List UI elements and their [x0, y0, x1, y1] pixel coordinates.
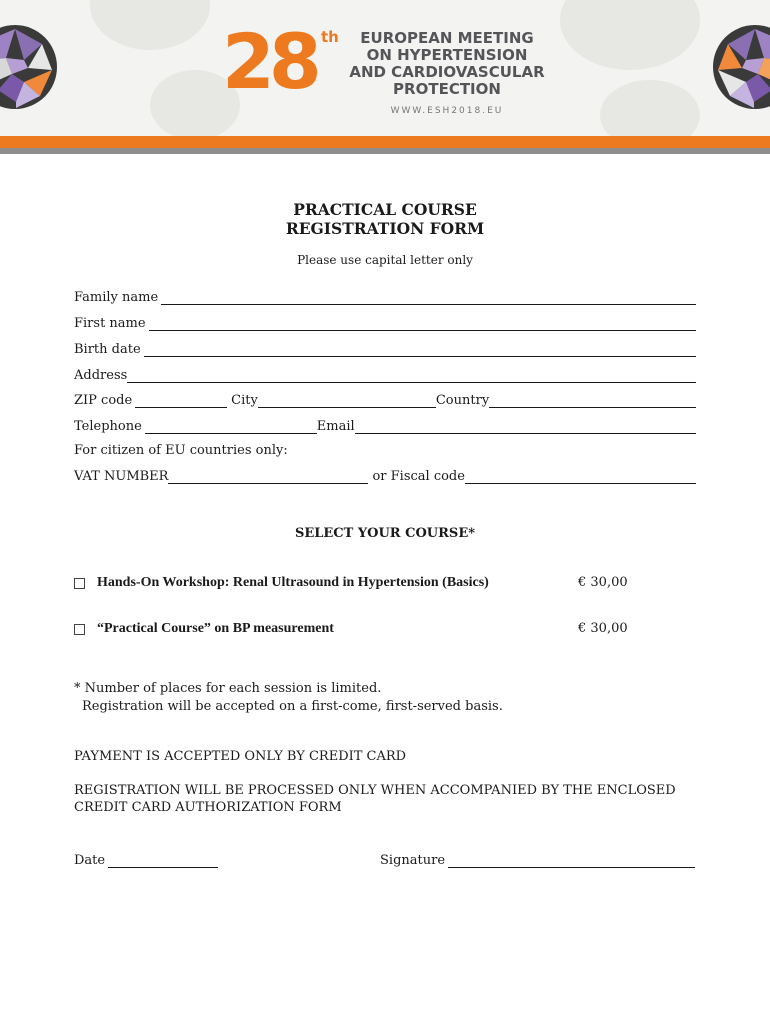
gray-divider: [0, 148, 770, 154]
processing-note-line2: CREDIT CARD AUTHORIZATION FORM: [74, 800, 342, 815]
birth-date-line[interactable]: [144, 343, 696, 357]
banner-background-tile: [90, 0, 210, 50]
birth-date-label: Birth date: [74, 342, 141, 357]
course-name: “Practical Course” on BP measurement: [97, 621, 334, 636]
signature-label: Signature: [380, 853, 446, 868]
telephone-label: Telephone: [74, 419, 142, 434]
birth-date-field[interactable]: [74, 340, 696, 357]
email-line[interactable]: [355, 420, 696, 434]
course-name: Hands-On Workshop: Renal Ultrasound in Hypertension (Basics): [97, 575, 489, 590]
date-label: Date: [74, 853, 106, 868]
first-name-label: First name: [74, 316, 146, 331]
edition-number: 28: [222, 17, 316, 106]
header-banner: [0, 0, 770, 136]
date-field[interactable]: [74, 851, 218, 868]
edition-suffix: th: [321, 28, 339, 46]
payment-note: PAYMENT IS ACCEPTED ONLY BY CREDIT CARD: [74, 749, 407, 764]
contact-fields: [74, 417, 696, 434]
fiscal-code-label: or Fiscal code: [372, 469, 465, 484]
mosaic-emblem-right: [712, 12, 770, 122]
processing-note-line1: REGISTRATION WILL BE PROCESSED ONLY WHEN ACCOMPANIED BY THE ENCLOSED: [74, 783, 676, 798]
course-section-title: SELECT YOUR COURSE*: [294, 526, 476, 541]
vat-number-line[interactable]: [168, 470, 368, 484]
meeting-title: [340, 30, 554, 98]
limit-note-line2: Registration will be accepted on a first-come, first-served basis.: [82, 699, 503, 714]
fiscal-code-line[interactable]: [465, 470, 696, 484]
zip-code-line[interactable]: [135, 394, 227, 408]
tax-fields: [74, 467, 696, 484]
form-title-line1: PRACTICAL COURSE: [293, 200, 477, 219]
signature-field[interactable]: [380, 851, 695, 868]
country-line[interactable]: [489, 394, 696, 408]
location-fields: [74, 391, 696, 408]
mosaic-emblem-left: [0, 12, 58, 122]
telephone-line[interactable]: [145, 420, 317, 434]
meeting-title-line: ON HYPERTENSION: [366, 46, 528, 64]
meeting-title-line: PROTECTION: [393, 80, 501, 98]
course-option[interactable]: [74, 621, 634, 639]
country-label: Country: [435, 393, 490, 408]
email-label: Email: [316, 419, 355, 434]
banner-background-tile: [600, 80, 700, 136]
family-name-field[interactable]: [74, 288, 696, 305]
meeting-title-line: EUROPEAN MEETING: [360, 29, 534, 47]
orange-divider: [0, 136, 770, 148]
form-title-line2: REGISTRATION FORM: [285, 219, 485, 238]
course-checkbox[interactable]: [74, 578, 85, 589]
vat-number-label: VAT NUMBER: [74, 469, 169, 484]
instruction-text: Please use capital letter only: [297, 253, 473, 267]
first-name-line[interactable]: [149, 317, 696, 331]
city-line[interactable]: [258, 394, 436, 408]
first-name-field[interactable]: [74, 314, 696, 331]
address-field[interactable]: [74, 366, 696, 383]
website-url[interactable]: WWW.ESH2018.EU: [390, 106, 504, 116]
banner-background-tile: [560, 0, 700, 70]
course-price: € 30,00: [578, 575, 628, 590]
family-name-line[interactable]: [161, 291, 696, 305]
limit-note-line1: * Number of places for each session is limited.: [74, 681, 382, 696]
signature-line[interactable]: [448, 854, 695, 868]
family-name-label: Family name: [74, 290, 159, 305]
course-checkbox[interactable]: [74, 624, 85, 635]
date-line[interactable]: [108, 854, 218, 868]
meeting-title-line: AND CARDIOVASCULAR: [349, 63, 545, 81]
zip-code-label: ZIP code: [74, 393, 133, 408]
eu-citizen-note: For citizen of EU countries only:: [74, 443, 288, 458]
city-label: City: [231, 393, 258, 408]
address-line[interactable]: [127, 369, 696, 383]
course-option[interactable]: [74, 575, 634, 593]
course-price: € 30,00: [578, 621, 628, 636]
address-label: Address: [74, 368, 128, 383]
